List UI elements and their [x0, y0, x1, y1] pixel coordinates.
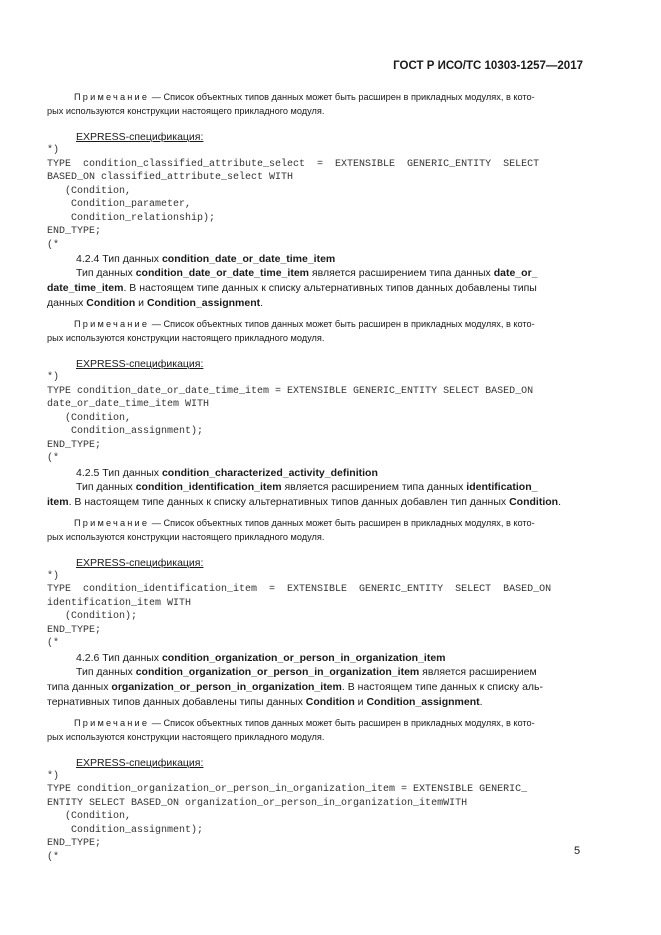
express-code: *) TYPE condition_organization_or_person_in_organization_item = EXTENSIBLE GENERIC_ ENTITY SELECT BASED_ON organization_or_person_in_organization_itemWITH (Condition, Condition_assignment); END_TYPE; (* [47, 770, 528, 863]
section-name: condition_date_or_date_time_item [161, 253, 336, 265]
text: . В настоящем типе данных к списку аль- [341, 680, 544, 693]
note [47, 516, 583, 544]
paragraph [47, 665, 583, 710]
text: . [558, 495, 561, 508]
note-label: Примечание [74, 92, 150, 102]
text: . [479, 695, 483, 708]
type-name: organization_or_person_in_organization_item [111, 680, 342, 693]
express-label: EXPRESS-спецификация: [76, 556, 204, 569]
text: Тип данных [76, 267, 136, 279]
section-name: condition_characterized_activity_definition [161, 466, 378, 479]
text: Тип данных [76, 665, 136, 678]
note-label: Примечание [74, 717, 150, 728]
note-label: Примечание [74, 517, 150, 528]
paragraph [47, 480, 583, 510]
note-text-cont: рых используются конструкции настоящего прикладного модуля. [47, 333, 325, 343]
note-text-cont: рых используются конструкции настоящего прикладного модуля. [47, 731, 325, 742]
note-text: — Список объектных типов данных может быть расширен в прикладных модулях, в кото- [149, 517, 535, 528]
document-header: ГОСТ Р ИСО/ТС 10303-1257—2017 [393, 60, 583, 72]
type-name: date_or_ [493, 267, 538, 279]
type-name: date_time_item [47, 282, 124, 294]
note-text-cont: рых используются конструкции настоящего прикладного модуля. [47, 106, 325, 116]
section-number: 4.2.5 Тип данных [76, 466, 162, 479]
type-name: identification_ [466, 480, 538, 493]
paragraph [47, 266, 583, 311]
note-text: — Список объектных типов данных может быть расширен в прикладных модулях, в кото- [149, 319, 535, 329]
express-label: EXPRESS-спецификация: [76, 756, 204, 769]
text: тернативных типов данных добавлены типы данных [47, 695, 306, 708]
express-label: EXPRESS-спецификация: [76, 131, 204, 143]
text: данных [47, 297, 87, 309]
section-number: 4.2.6 Тип данных [76, 651, 162, 664]
section-name: condition_organization_or_person_in_organization_item [161, 651, 446, 664]
text: типа данных [47, 680, 112, 693]
type-name: item [47, 495, 69, 508]
note-text: — Список объектных типов данных может быть расширен в прикладных модулях, в кото- [149, 717, 535, 728]
text: . В настоящем типе данных к списку альтернативных типов данных добавлены типы [123, 282, 537, 294]
type-name: Condition_assignment [146, 297, 261, 309]
text: является расширением типа данных [309, 267, 494, 279]
text: . В настоящем типе данных к списку альтернативных типов данных добавлен тип данных [68, 495, 510, 508]
section-heading [47, 252, 583, 266]
type-name: Condition [305, 695, 355, 708]
note [47, 90, 583, 118]
note-label: Примечание [74, 319, 150, 329]
type-name: Condition [86, 297, 136, 309]
text: является расширением [419, 665, 537, 678]
section-number: 4.2.4 Тип данных [76, 253, 162, 265]
page-content [47, 90, 583, 864]
text: Тип данных [76, 480, 136, 493]
express-label: EXPRESS-спецификация: [76, 358, 204, 370]
text: и [135, 297, 147, 309]
express-code: *) TYPE condition_identification_item = EXTENSIBLE GENERIC_ENTITY SELECT BASED_ON identification_item WITH (Condition); END_TYPE; (* [47, 570, 552, 649]
section-heading [47, 651, 583, 665]
type-name: Condition_assignment [366, 695, 480, 708]
note-text-cont: рых используются конструкции настоящего прикладного модуля. [47, 531, 325, 542]
type-name: condition_date_or_date_time_item [135, 267, 309, 279]
section-heading [47, 466, 583, 480]
express-code: *) TYPE condition_date_or_date_time_item = EXTENSIBLE GENERIC_ENTITY SELECT BASED_ON date_or_date_time_item WITH (Condition, Condition_assignment); END_TYPE; (* [47, 372, 534, 464]
page-number: 5 [574, 845, 581, 857]
note [47, 716, 583, 744]
note [47, 317, 583, 345]
text: . [260, 297, 264, 309]
express-code: *) TYPE condition_classified_attribute_select = EXTENSIBLE GENERIC_ENTITY SELECT BASED_ON classified_attribute_select WITH (Condition, Condition_parameter, Condition_relationship); END_TYPE; (* [47, 145, 540, 251]
note-text: — Список объектных типов данных может быть расширен в прикладных модулях, в кото- [149, 92, 535, 102]
type-name: condition_organization_or_person_in_organization_item [135, 665, 420, 678]
type-name: Condition [509, 495, 559, 508]
text: и [354, 695, 367, 708]
text: является расширением типа данных [281, 480, 467, 493]
type-name: condition_identification_item [135, 480, 282, 493]
